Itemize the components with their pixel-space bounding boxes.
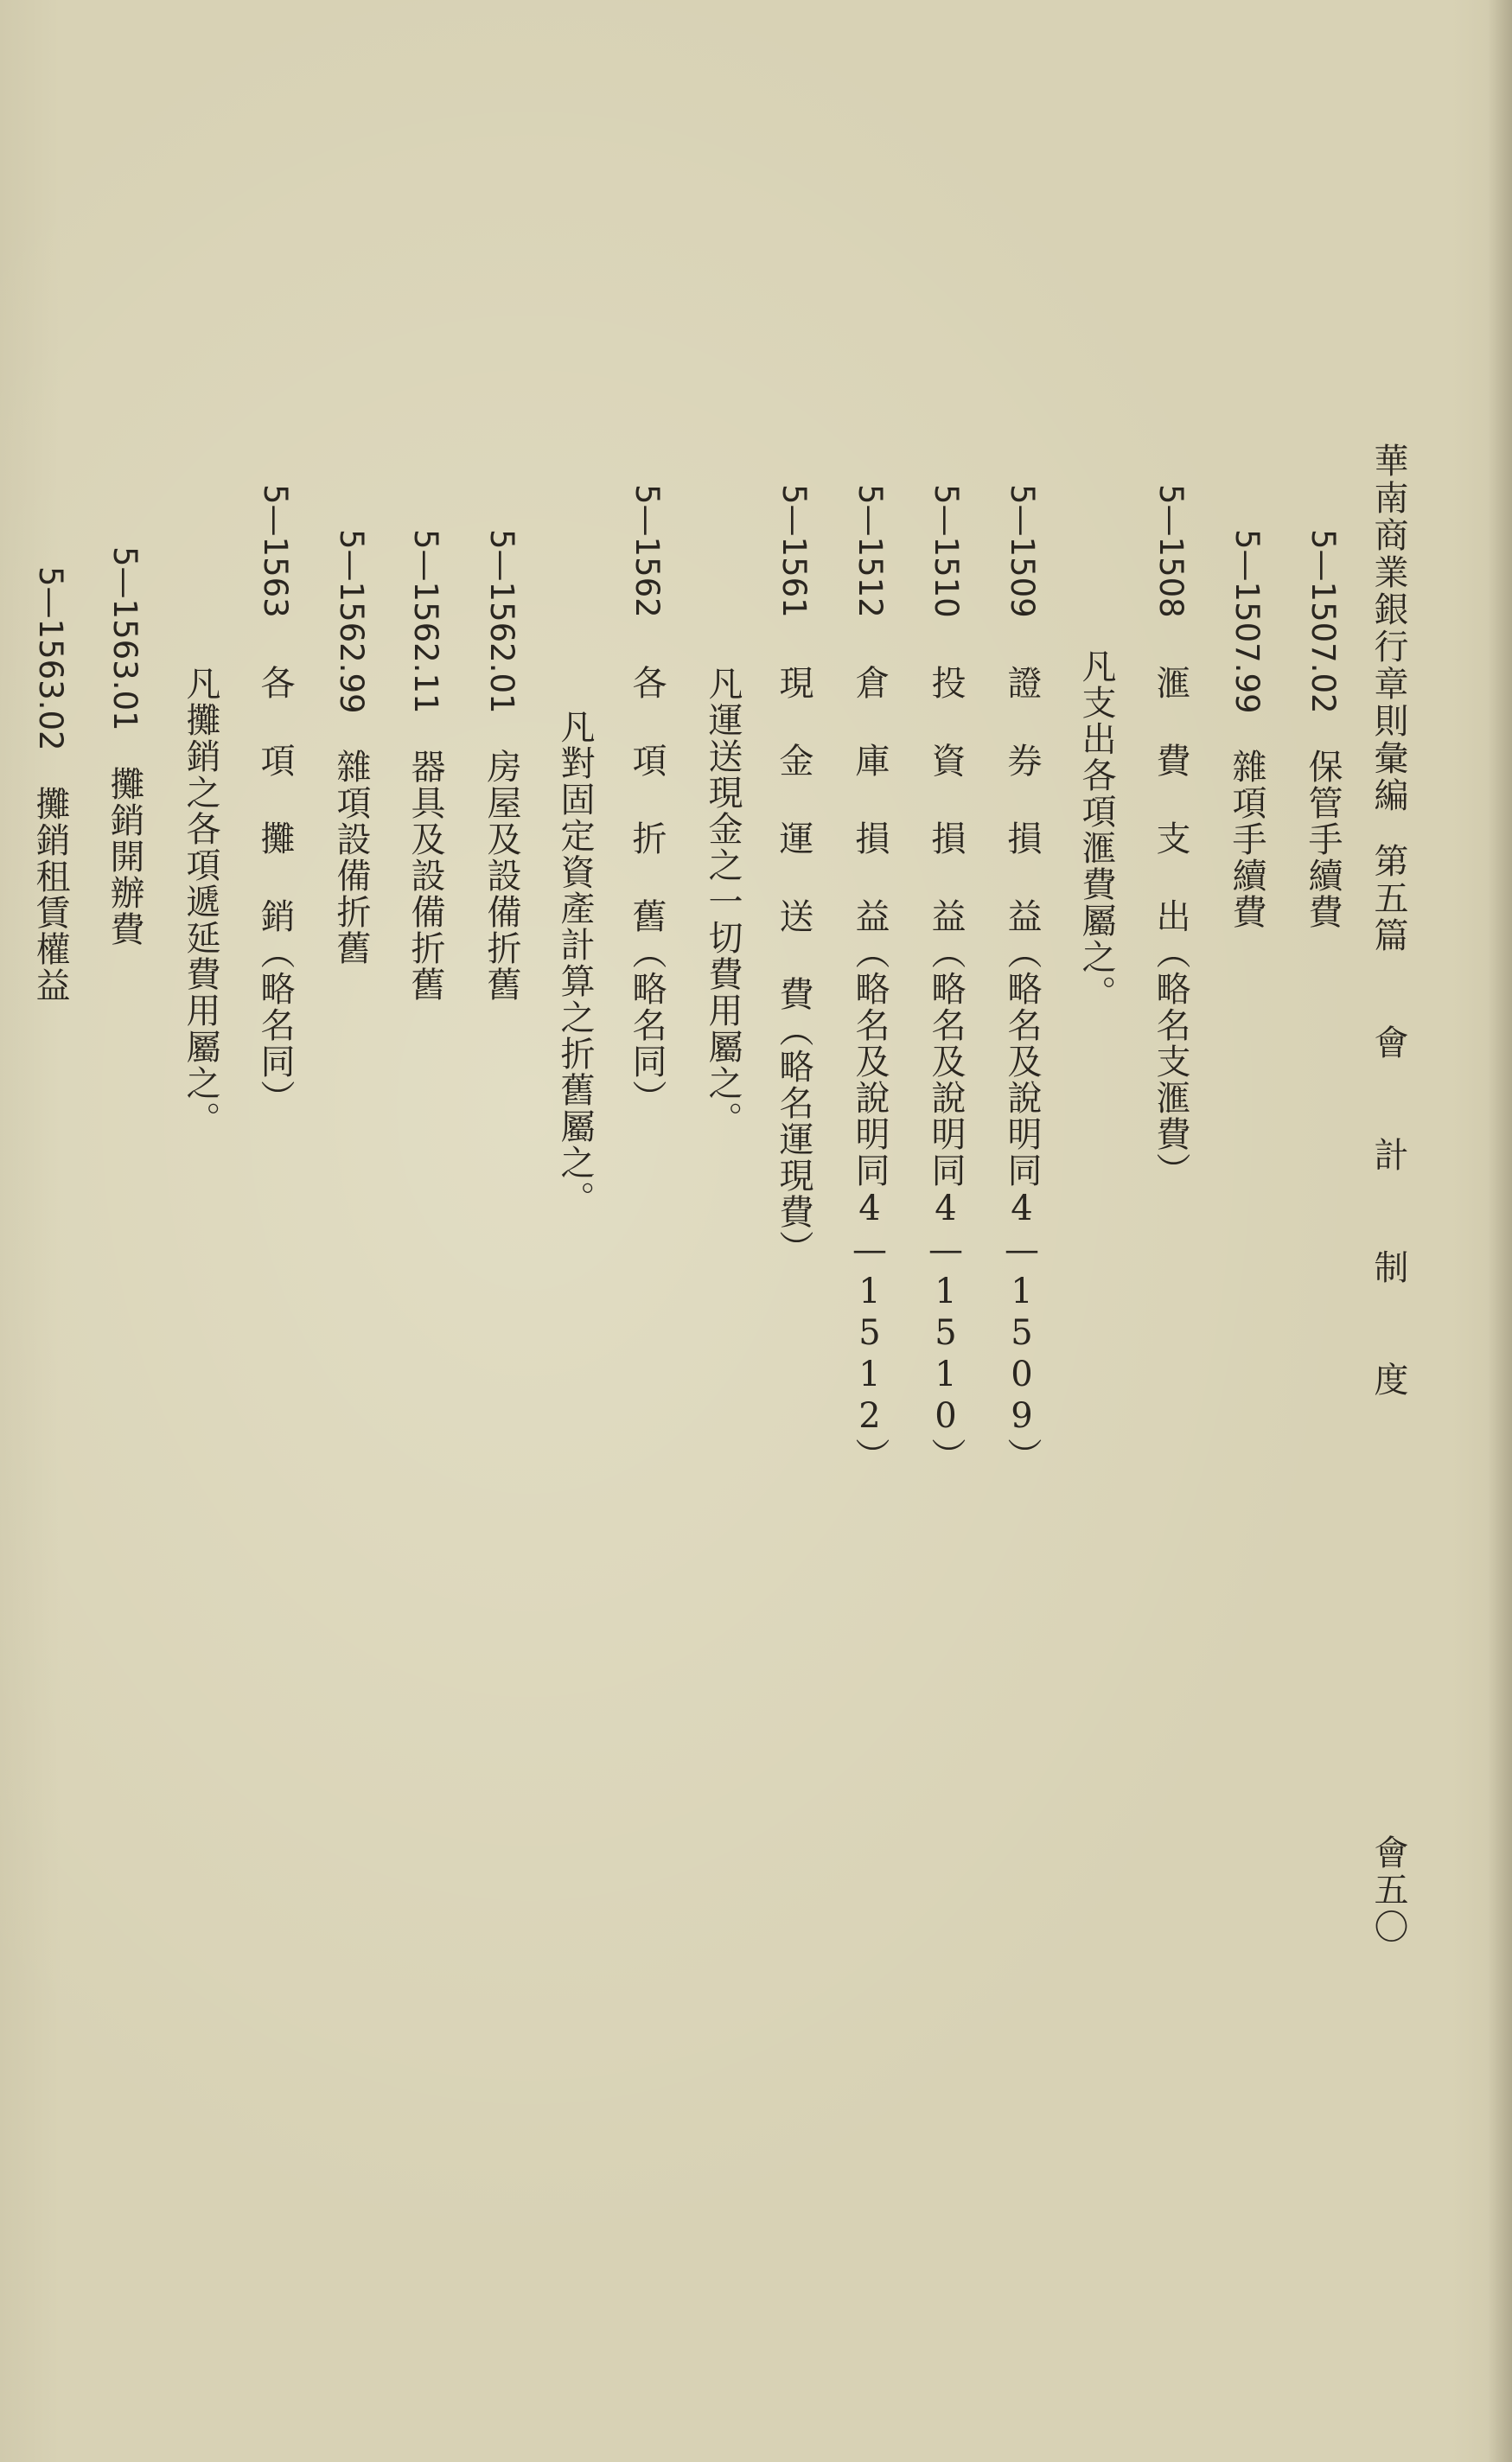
entry-code: 5—1512	[852, 484, 889, 618]
entry-code: 5—1563	[257, 484, 294, 618]
entry-note: 凡支出各項滙費屬之。	[1076, 648, 1116, 1011]
entry-code: 5—1508	[1152, 484, 1190, 618]
entry-5-1562-99	[331, 529, 371, 966]
entry-5-1563-01	[107, 546, 142, 947]
entry-note: 凡對固定資產計算之折舊屬之。	[555, 709, 595, 1217]
entry-title: 房屋及設備折舊	[482, 748, 521, 1003]
entry-code: 5—1510	[928, 484, 965, 618]
entry-title: 雜項手續費	[1227, 748, 1266, 930]
entry-title: 現 金 運 送 費（略名運現費）	[774, 664, 813, 1266]
entry-code: 5—1563.01	[106, 546, 144, 731]
page-spine-shadow	[1488, 0, 1512, 2462]
entry-title: 證 券 損 益（略名及說明同4—1509）	[1002, 664, 1042, 1474]
entry-title: 攤銷開辦費	[105, 765, 144, 947]
page-number: 會五〇	[1368, 1834, 1408, 1946]
entry-code: 5—1507.99	[1228, 529, 1266, 714]
entry-code: 5—1563.02	[32, 566, 69, 751]
entry-5-1510	[926, 484, 966, 1474]
entry-title: 各 項 攤 銷（略名同）	[255, 664, 295, 1116]
entry-title: 保管手續費	[1303, 748, 1343, 930]
entry-code: 5—1562.99	[333, 529, 370, 714]
entry-title: 投 資 損 益（略名及說明同4—1510）	[926, 664, 966, 1474]
entry-5-1563	[255, 484, 295, 1116]
entry-5-1562-01	[484, 529, 519, 1003]
entry-title: 器具及設備折舊	[405, 748, 445, 1003]
entry-title: 雜項設備折舊	[331, 748, 371, 966]
entry-5-1507-02	[1303, 529, 1343, 930]
entry-code: 5—1509	[1004, 484, 1041, 618]
entry-code: 5—1561	[775, 484, 813, 618]
book-title: 華南商業銀行章則彙編	[1368, 443, 1408, 814]
entry-note: 凡攤銷之各項遞延費用屬之。	[181, 666, 220, 1138]
entry-title: 倉 庫 損 益（略名及說明同4—1512）	[850, 664, 890, 1474]
entry-note: 凡運送現金之一切費用屬之。	[703, 666, 743, 1138]
entry-5-1507-99	[1229, 529, 1264, 930]
entry-5-1563-02	[30, 566, 70, 1004]
entry-title: 滙 費 支 出（略名支滙費）	[1151, 664, 1190, 1189]
entry-5-1508	[1153, 484, 1188, 1189]
entry-code: 5—1507.02	[1305, 529, 1342, 714]
entry-5-1562	[627, 484, 667, 1116]
entry-code: 5—1562.01	[483, 529, 520, 714]
entry-title: 攤銷租賃權益	[30, 785, 70, 1004]
entry-title: 各 項 折 舊（略名同）	[627, 664, 667, 1116]
section-label: 第五篇	[1368, 843, 1408, 954]
entry-5-1562-11	[405, 529, 445, 1003]
chapter-title: 會 計 制 度	[1368, 1024, 1408, 1415]
entry-code: 5—1562.11	[407, 529, 444, 714]
entry-code: 5—1562	[628, 484, 666, 618]
entry-5-1561	[776, 484, 811, 1266]
entry-5-1509	[1002, 484, 1042, 1474]
entry-5-1512	[850, 484, 890, 1474]
